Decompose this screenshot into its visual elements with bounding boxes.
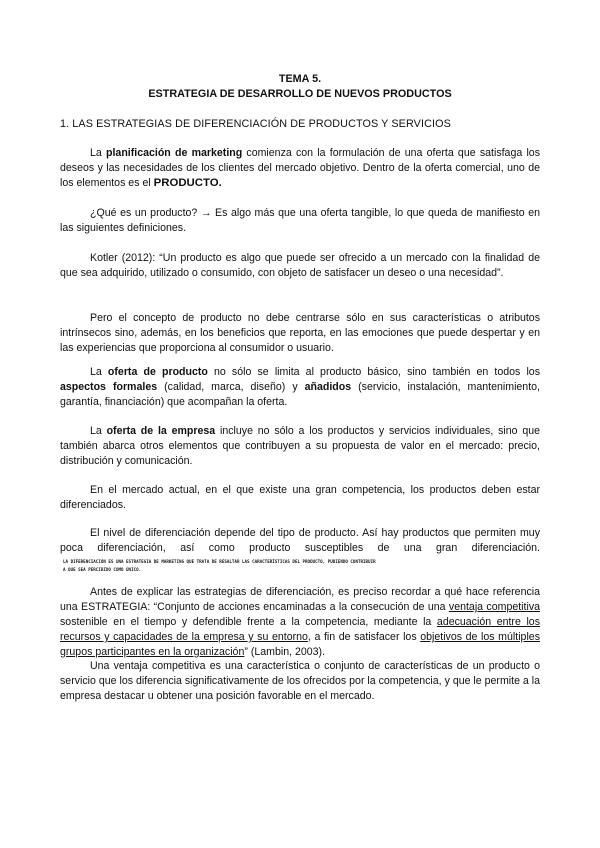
p9-text-e: , a fin de satisfacer los bbox=[307, 631, 421, 643]
paragraph-1 bbox=[60, 146, 540, 191]
p5-bold-oferta: oferta de producto bbox=[107, 366, 208, 378]
paragraph-8 bbox=[60, 526, 540, 576]
paragraph-4: Pero el concepto de producto no debe centrarse sólo en sus características o atributos intrínsecos sino, además, en los beneficios que reporta, en las emociones que puede despertar y en las experiencias que proporciona al consumidor o usuario. bbox=[60, 312, 540, 354]
p1-text-c: comienza con la formulación de una oferta que satisfaga los deseos y las necesidades de los clientes del mercado objetivo. Dentro de la oferta comercial, uno de los elementos es el bbox=[60, 147, 540, 189]
p9-underline-ventaja: ventaja competitiva bbox=[448, 601, 541, 613]
p5-text-g: (servicio, instalación, mantenimiento, garantía, financiación) que acompañan la oferta. bbox=[60, 381, 540, 408]
p8-text: El nivel de diferenciación depende del tipo de producto. Así hay productos que permiten muy poca diferenciación, así como producto susceptibles de una gran diferenciación. bbox=[60, 527, 540, 554]
handwritten-line-1: LA DIFERENCIACIÓN ES UNA ESTRATEGIA DE MARKETING QUE TRATA DE RESALTAR LAS CARACTERÍSTICAS DEL PRODUCTO, PUDIENDO CONTRIBUIR bbox=[63, 559, 376, 564]
p5-bold-aspectos: aspectos formales bbox=[60, 381, 158, 393]
p5-text-a: La bbox=[90, 366, 108, 378]
p6-text-a: La bbox=[90, 425, 107, 437]
p5-text-c: no sólo se limita al producto básico, sino también en todos los bbox=[207, 366, 540, 378]
p6-bold-oferta-empresa: oferta de la empresa bbox=[106, 425, 216, 437]
paragraph-10: Una ventaja competitiva es una característica o conjunto de características de un producto o servicio que los diferencia significativamente de los ofrecidos por la competencia, y que le permite a la empresa destacar u obtener una posición favorable en el mercado. bbox=[60, 660, 540, 702]
paragraph-9 bbox=[60, 585, 540, 660]
document-title bbox=[60, 72, 540, 102]
paragraph-5 bbox=[60, 365, 540, 410]
handwritten-note bbox=[63, 556, 398, 576]
title-line-1: TEMA 5. bbox=[278, 73, 322, 85]
p1-bold-planificacion: planificación de marketing bbox=[106, 147, 243, 159]
p6-text-c: incluye no sólo a los productos y servicios individuales, sino que también abarca otros elementos que contribuyen a su propuesta de valor en el mercado: precio, distribución y comunicación. bbox=[60, 425, 540, 467]
paragraph-3: Kotler (2012): “Un producto es algo que puede ser ofrecido a un mercado con la finalidad de que sea adquirido, utilizado o consumido, con objeto de satisfacer un deseo o una necesidad”. bbox=[60, 252, 540, 279]
p1-text-a: La bbox=[90, 147, 107, 159]
handwritten-line-2: A QUE SEA PERCIBIDO COMO ÚNICO. bbox=[63, 567, 142, 572]
title-line-2: ESTRATEGIA DE DESARROLLO DE NUEVOS PRODUCTOS bbox=[148, 88, 452, 100]
p5-text-e: (calidad, marca, diseño) y bbox=[157, 381, 305, 393]
paragraph-7: En el mercado actual, en el que existe una gran competencia, los productos deben estar diferenciados. bbox=[60, 484, 540, 511]
paragraph-2: ¿Qué es un producto? → Es algo más que una oferta tangible, lo que queda de manifiesto en las siguientes definiciones. bbox=[60, 207, 540, 234]
p9-text-g: ” (Lambin, 2003). bbox=[244, 646, 326, 658]
p5-bold-anadidos: añadidos bbox=[304, 381, 352, 393]
section-heading: 1. LAS ESTRATEGIAS DE DIFERENCIACIÓN DE PRODUCTOS Y SERVICIOS bbox=[60, 118, 451, 130]
p9-text-a: Antes de explicar las estrategias de diferenciación, es preciso recordar a qué hace referencia una ESTRATEGIA: “Conjunto de acciones encaminadas a la consecución de una bbox=[60, 586, 540, 613]
p1-bold-producto: PRODUCTO. bbox=[153, 177, 222, 189]
paragraph-6 bbox=[60, 424, 540, 469]
p9-underline-objetivos: objetivos de los múltiples grupos participantes en la organización bbox=[60, 631, 540, 658]
p9-underline-adecuacion: adecuación entre los recursos y capacidades de la empresa y su entorno bbox=[60, 616, 540, 643]
p9-text-c: sostenible en el tiempo y defendible frente a la competencia, mediante la bbox=[60, 616, 437, 628]
